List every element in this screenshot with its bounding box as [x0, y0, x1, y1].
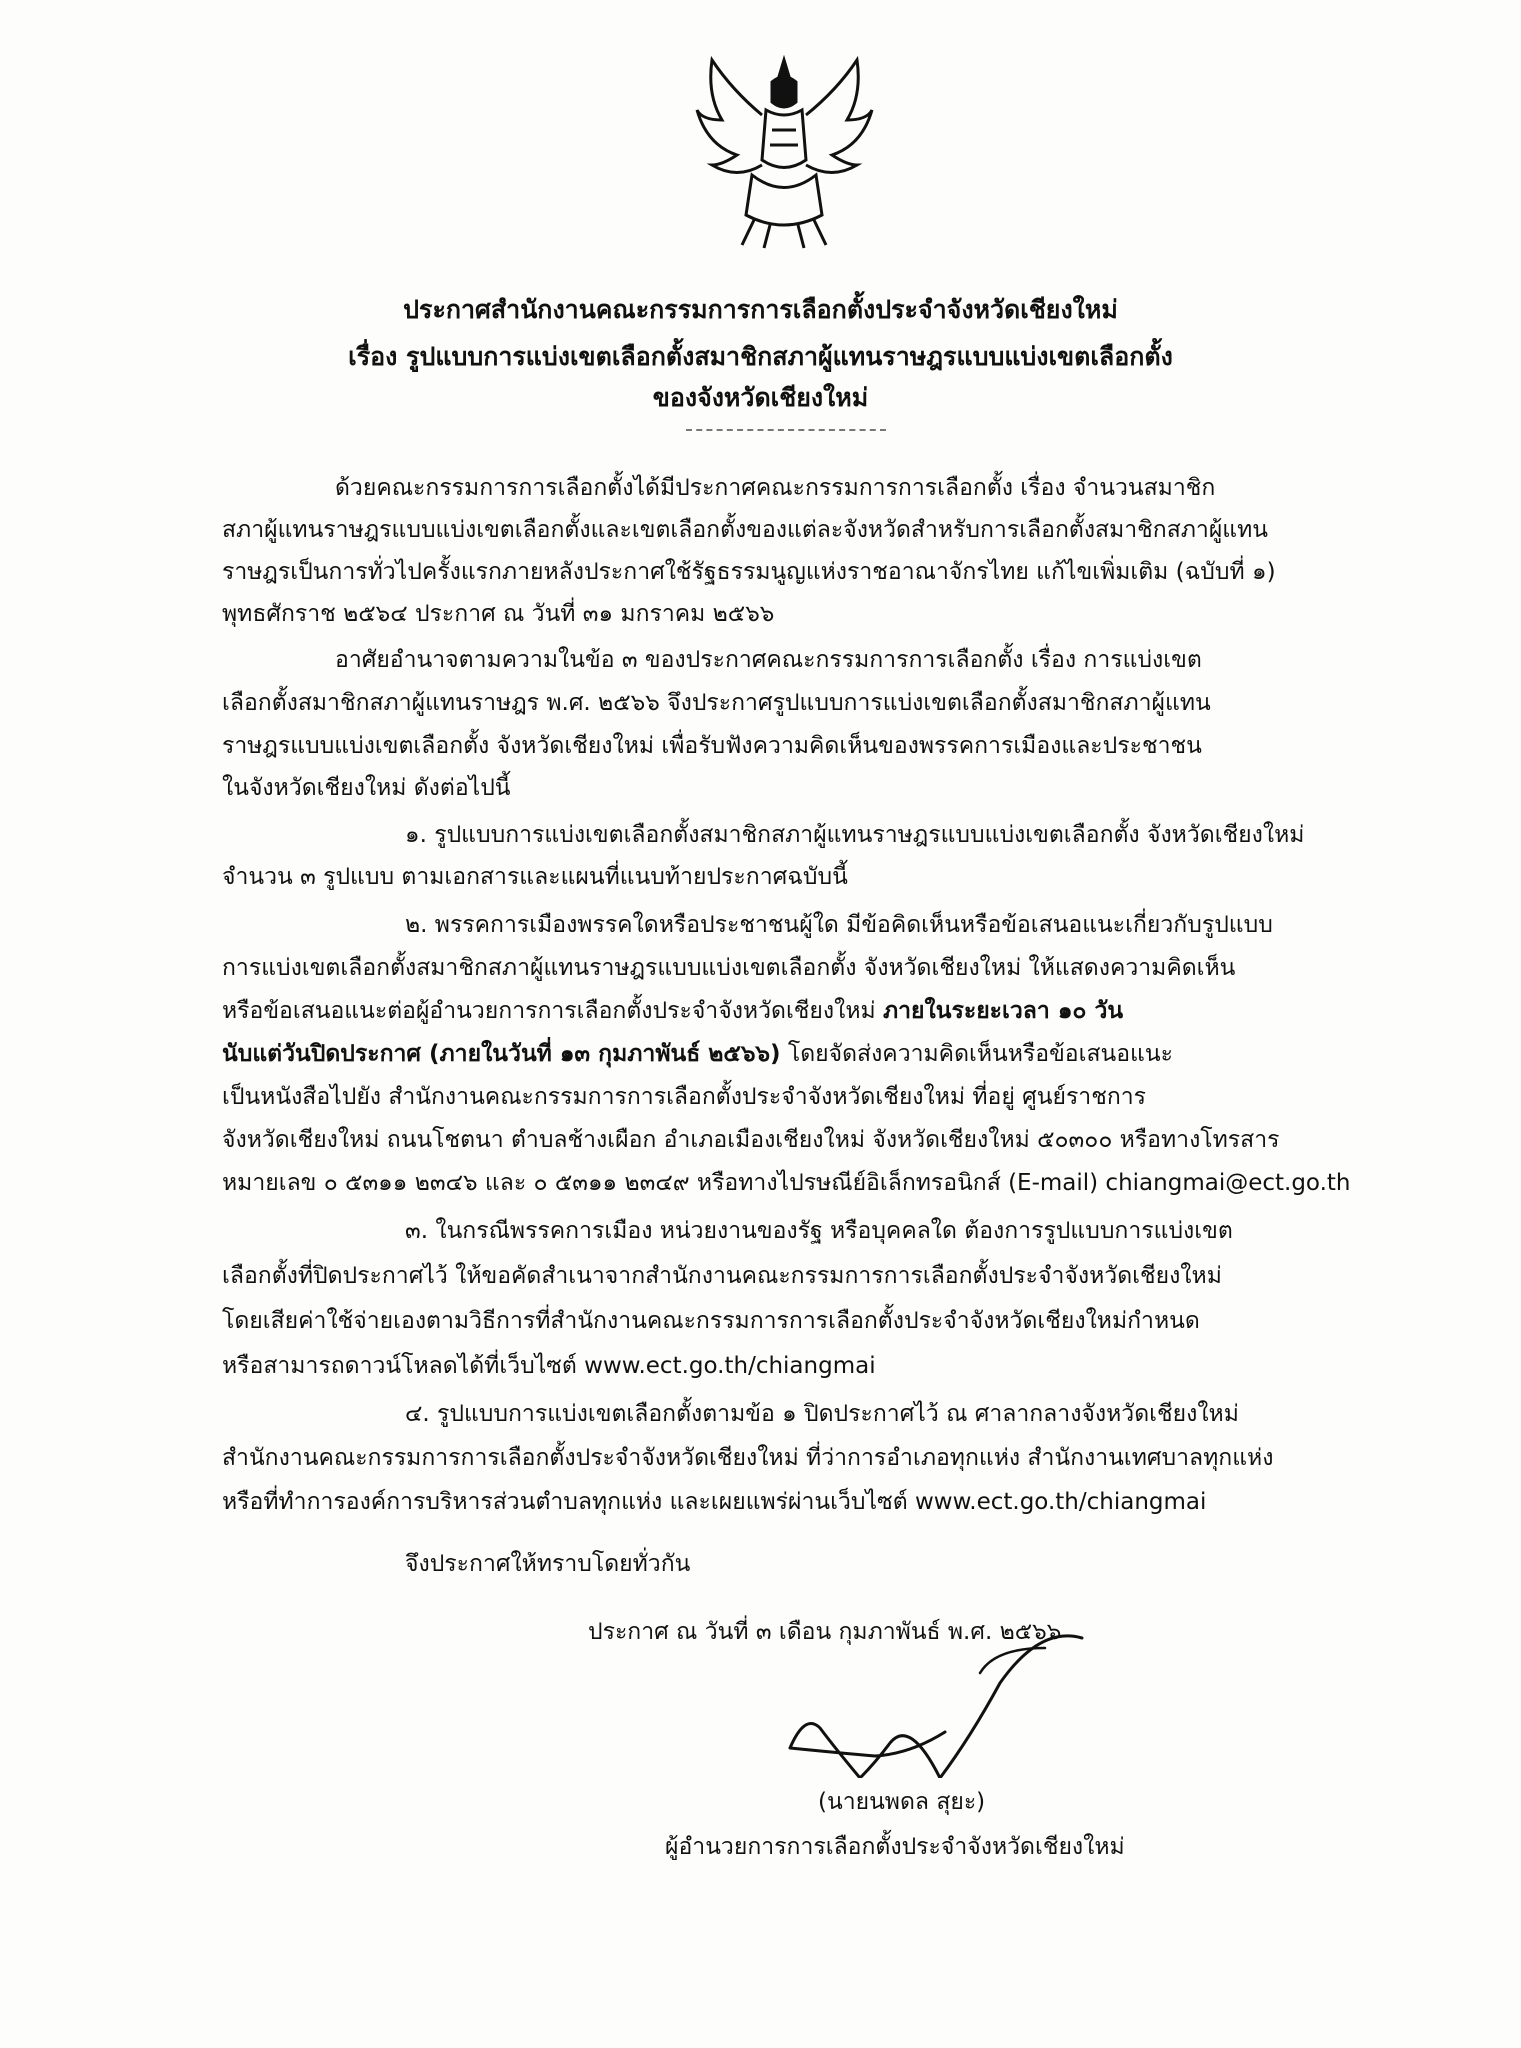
signature	[780, 1628, 1120, 1778]
body-line: เป็นหนังสือไปยัง สำนักงานคณะกรรมการการเลือกตั้งประจำจังหวัดเชียงใหม่ ที่อยู่ ศูนย์ราชการ	[222, 1084, 1147, 1110]
body-line: หรือที่ทำการองค์การบริหารส่วนตำบลทุกแห่ง และเผยแพร่ผ่านเว็บไซต์ www.ect.go.th/chiangmai	[222, 1489, 1207, 1515]
body-line: เลือกตั้งที่ปิดประกาศไว้ ให้ขอคัดสำเนาจากสำนักงานคณะกรรมการการเลือกตั้งประจำจังหวัดเชียงใหม่	[222, 1263, 1222, 1289]
body-line: อาศัยอำนาจตามความในข้อ ๓ ของประกาศคณะกรรมการการเลือกตั้ง เรื่อง การแบ่งเขต	[335, 647, 1202, 673]
body-line: โดยเสียค่าใช้จ่ายเองตามวิธีการที่สำนักงานคณะกรรมการการเลือกตั้งประจำจังหวัดเชียงใหม่กำหนด	[222, 1308, 1200, 1334]
body-line: ๒. พรรคการเมืองพรรคใดหรือประชาชนผู้ใด มีข้อคิดเห็นหรือข้อเสนอแนะเกี่ยวกับรูปแบบ	[405, 912, 1273, 938]
body-line: จำนวน ๓ รูปแบบ ตามเอกสารและแผนที่แนบท้ายประกาศฉบับนี้	[222, 864, 848, 890]
body-line: ๔. รูปแบบการแบ่งเขตเลือกตั้งตามข้อ ๑ ปิดประกาศไว้ ณ ศาลากลางจังหวัดเชียงใหม่	[405, 1401, 1239, 1427]
body-line: ในจังหวัดเชียงใหม่ ดังต่อไปนี้	[222, 775, 511, 801]
body-line: พุทธศักราช ๒๕๖๔ ประกาศ ณ วันที่ ๓๑ มกราคม ๒๕๖๖	[222, 601, 775, 627]
body-line: เลือกตั้งสมาชิกสภาผู้แทนราษฎร พ.ศ. ๒๕๖๖ จึงประกาศรูปแบบการแบ่งเขตเลือกตั้งสมาชิกสภาผู้แทน	[222, 690, 1211, 716]
garuda-emblem	[692, 50, 877, 250]
body-line: ราษฎรเป็นการทั่วไปครั้งแรกภายหลังประกาศใช้รัฐธรรมนูญแห่งราชอาณาจักรไทย แก้ไขเพิ่มเติม (ฉบับที่ ๑)	[222, 559, 1276, 585]
deadline-emphasis: ภายในระยะเวลา ๑๐ วัน	[882, 998, 1124, 1024]
notice-subject-line-2: ของจังหวัดเชียงใหม่	[652, 383, 869, 412]
body-text: โดยจัดส่งความคิดเห็นหรือข้อเสนอแนะ	[780, 1041, 1173, 1067]
body-line: สภาผู้แทนราษฎรแบบแบ่งเขตเลือกตั้งและเขตเลือกตั้งของแต่ละจังหวัดสำหรับการเลือกตั้งสมาชิกสภาผู้แทน	[222, 517, 1269, 543]
body-line	[222, 996, 1123, 1026]
announcement-date: ประกาศ ณ วันที่ ๓ เดือน กุมภาพันธ์ พ.ศ. ๒๕๖๖	[588, 1619, 1062, 1645]
body-line: ราษฎรแบบแบ่งเขตเลือกตั้ง จังหวัดเชียงใหม่ เพื่อรับฟังความคิดเห็นของพรรคการเมืองและประชาชน	[222, 733, 1202, 759]
body-line	[222, 1039, 1173, 1069]
deadline-date-emphasis: นับแต่วันปิดประกาศ (ภายในวันที่ ๑๓ กุมภาพันธ์ ๒๕๖๖)	[222, 1041, 781, 1067]
body-text: หรือข้อเสนอแนะต่อผู้อำนวยการการเลือกตั้งประจำจังหวัดเชียงใหม่	[222, 998, 883, 1024]
body-line: ด้วยคณะกรรมการการเลือกตั้งได้มีประกาศคณะกรรมการการเลือกตั้ง เรื่อง จำนวนสมาชิก	[335, 475, 1216, 501]
closing-statement: จึงประกาศให้ทราบโดยทั่วกัน	[405, 1551, 691, 1577]
signer-name: (นายนพดล สุยะ)	[818, 1789, 986, 1815]
body-line: สำนักงานคณะกรรมการการเลือกตั้งประจำจังหวัดเชียงใหม่ ที่ว่าการอำเภอทุกแห่ง สำนักงานเทศบาลทุกแห่ง	[222, 1445, 1274, 1471]
body-line: จังหวัดเชียงใหม่ ถนนโชตนา ตำบลช้างเผือก อำเภอเมืองเชียงใหม่ จังหวัดเชียงใหม่ ๕๐๓๐๐ หรือทางโทรสาร	[222, 1127, 1280, 1153]
notice-subject: เรื่อง รูปแบบการแบ่งเขตเลือกตั้งสมาชิกสภาผู้แทนราษฎรแบบแบ่งเขตเลือกตั้ง	[348, 342, 1173, 371]
body-line: หมายเลข ๐ ๕๓๑๑ ๒๓๔๖ และ ๐ ๕๓๑๑ ๒๓๔๙ หรือทางไปรษณีย์อิเล็กทรอนิกส์ (E-mail) chiangmai@ect.go.th	[222, 1170, 1351, 1196]
title-divider	[686, 429, 886, 431]
notice-title: ประกาศสำนักงานคณะกรรมการการเลือกตั้งประจำจังหวัดเชียงใหม่	[403, 295, 1118, 324]
body-line: ๑. รูปแบบการแบ่งเขตเลือกตั้งสมาชิกสภาผู้แทนราษฎรแบบแบ่งเขตเลือกตั้ง จังหวัดเชียงใหม่	[405, 822, 1305, 848]
body-line: ๓. ในกรณีพรรคการเมือง หน่วยงานของรัฐ หรือบุคคลใด ต้องการรูปแบบการแบ่งเขต	[405, 1218, 1233, 1244]
body-line: การแบ่งเขตเลือกตั้งสมาชิกสภาผู้แทนราษฎรแบบแบ่งเขตเลือกตั้ง จังหวัดเชียงใหม่ ให้แสดงความคิดเห็น	[222, 955, 1236, 981]
body-line: หรือสามารถดาวน์โหลดได้ที่เว็บไซต์ www.ect.go.th/chiangmai	[222, 1353, 876, 1379]
signer-title: ผู้อำนวยการการเลือกตั้งประจำจังหวัดเชียงใหม่	[665, 1834, 1125, 1860]
